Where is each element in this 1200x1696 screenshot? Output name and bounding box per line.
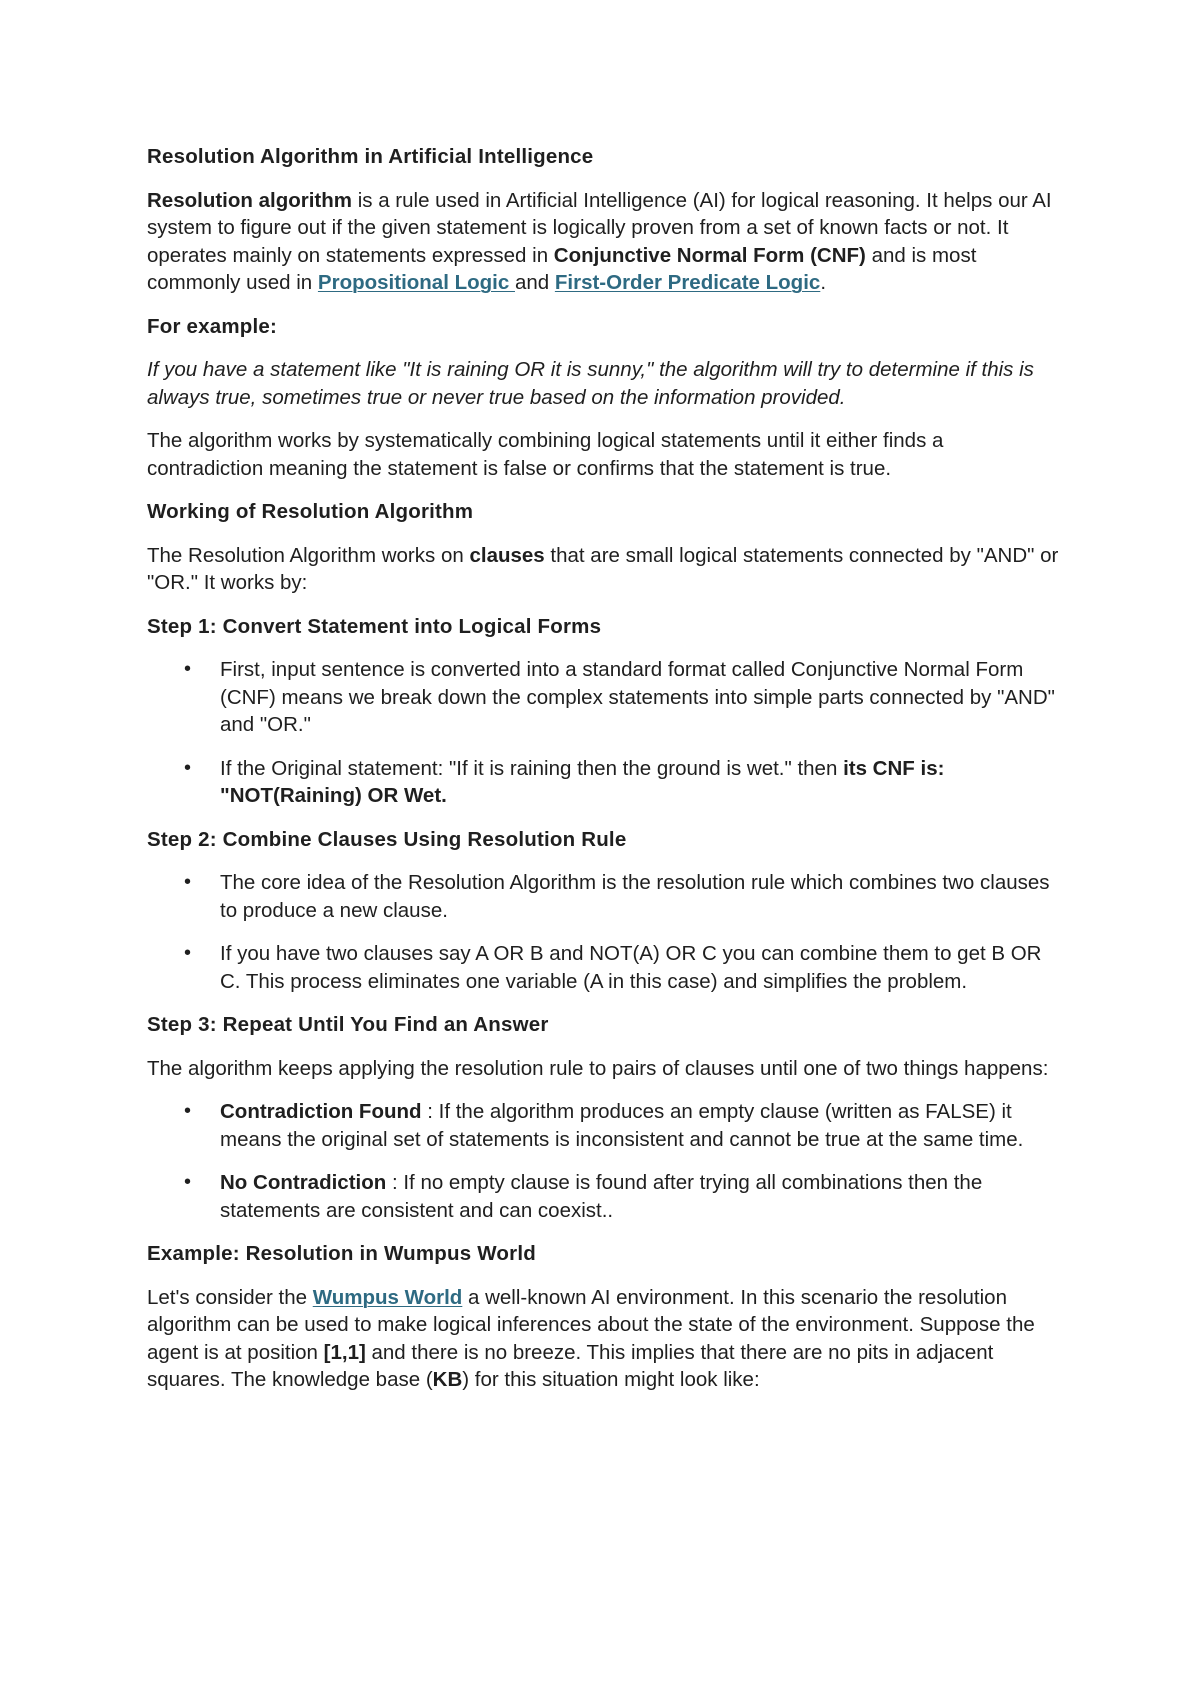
working-heading: Working of Resolution Algorithm xyxy=(147,500,474,523)
step2-bullet1-text: The core idea of the Resolution Algorithm is the resolution rule which combines two clauses to produce a new clause. xyxy=(220,871,1050,922)
wumpus-kb-bold: KB xyxy=(432,1368,463,1391)
intro-text-2: and is most commonly used in xyxy=(147,243,977,294)
no-contradiction-text: : If no empty clause is found after trying all combinations then the statements are consistent and can coexist.. xyxy=(220,1171,983,1222)
first-order-logic-link[interactable]: First-Order Predicate Logic xyxy=(554,271,821,294)
intro-cnf-bold: Conjunctive Normal Form (CNF) xyxy=(553,243,866,267)
bullet-icon: • xyxy=(184,658,192,680)
working-bold-clauses: clauses xyxy=(469,543,545,567)
wumpus-paragraph xyxy=(147,1284,1062,1394)
list-item xyxy=(147,940,1062,995)
step3-heading: Step 3: Repeat Until You Find an Answer xyxy=(147,1013,549,1036)
document-page xyxy=(147,143,1062,1410)
list-item xyxy=(147,1169,1062,1224)
intro-paragraph xyxy=(147,187,1062,297)
step1-bullet1-text: First, input sentence is converted into a standard format called Conjunctive Normal Form (CNF) means we break down the complex statements into simple parts connected by "AND" and "OR." xyxy=(220,658,1055,736)
bullet-icon: • xyxy=(184,1100,192,1122)
step1-bullet2-bold: its CNF is: "NOT(Raining) OR Wet. xyxy=(220,756,945,807)
document-title: Resolution Algorithm in Artificial Intelligence xyxy=(147,145,594,168)
bullet-icon: • xyxy=(184,1171,192,1193)
wumpus-position-bold: [1,1] xyxy=(323,1340,366,1364)
wumpus-world-link[interactable]: Wumpus World xyxy=(312,1285,463,1309)
list-item xyxy=(147,755,1062,810)
intro-bold-term: Resolution algorithm xyxy=(147,188,352,212)
contradiction-found-text: : If the algorithm produces an empty clause (written as FALSE) it means the original set of statements is inconsistent and cannot be true at the same time. xyxy=(220,1100,1024,1151)
step2-heading: Step 2: Combine Clauses Using Resolution Rule xyxy=(147,827,627,851)
working-text-1: The Resolution Algorithm works on xyxy=(147,543,470,567)
wumpus-text-1: Let's consider the xyxy=(147,1285,313,1309)
step1-bullet2-text: If the Original statement: "If it is raining then the ground is wet." then xyxy=(220,756,844,780)
intro-text-4: . xyxy=(820,271,827,294)
bullet-icon: • xyxy=(184,871,192,893)
list-item xyxy=(147,1098,1062,1153)
list-item xyxy=(147,869,1062,924)
works-paragraph: The algorithm works by systematically combining logical statements until it either finds a contradiction meaning the statement is false or confirms that the statement is true. xyxy=(147,429,944,480)
wumpus-text-4: ) for this situation might look like: xyxy=(462,1368,760,1391)
list-item xyxy=(147,656,1062,739)
intro-text-1: is a rule used in Artificial Intelligence (AI) for logical reasoning. It helps our AI system to figure out if the given statement is logically proven from a set of known facts or not. It operates mainly on statements expressed in xyxy=(147,188,1052,267)
wumpus-text-3: and there is no breeze. This implies that there are no pits in adjacent squares. The knowledge base ( xyxy=(147,1340,994,1391)
bullet-icon: • xyxy=(184,756,192,779)
intro-text-3: and xyxy=(514,271,555,294)
step1-list xyxy=(147,656,1062,810)
example-italic-paragraph: If you have a statement like "It is raining OR it is sunny," the algorithm will try to determine if this is always true, sometimes true or never true based on the information provided. xyxy=(147,358,1034,409)
step3-paragraph: The algorithm keeps applying the resolution rule to pairs of clauses until one of two things happens: xyxy=(147,1056,1049,1080)
propositional-logic-link[interactable]: Propositional Logic xyxy=(317,271,515,294)
working-paragraph xyxy=(147,542,1062,597)
contradiction-found-bold: Contradiction Found xyxy=(220,1100,422,1123)
wumpus-text-2: a well-known AI environment. In this scenario the resolution algorithm can be used to make logical inferences about the state of the environment. Suppose the agent is at position xyxy=(147,1285,1035,1364)
step3-list xyxy=(147,1098,1062,1224)
example-heading: For example: xyxy=(147,314,277,338)
working-text-2: that are small logical statements connected by "AND" or "OR." It works by: xyxy=(147,543,1059,594)
step2-list xyxy=(147,869,1062,995)
no-contradiction-bold: No Contradiction xyxy=(220,1171,387,1194)
step1-heading: Step 1: Convert Statement into Logical Forms xyxy=(147,614,602,638)
bullet-icon: • xyxy=(184,942,192,964)
wumpus-heading: Example: Resolution in Wumpus World xyxy=(147,1242,536,1265)
step2-bullet2-text: If you have two clauses say A OR B and NOT(A) OR C you can combine them to get B OR C. This process eliminates one variable (A in this case) and simplifies the problem. xyxy=(220,942,1042,993)
